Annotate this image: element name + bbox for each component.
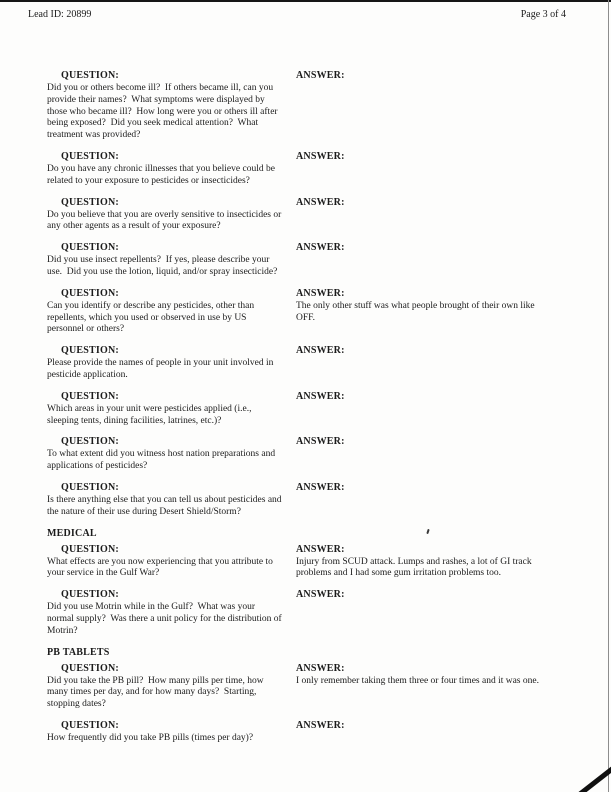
question-block <box>47 391 296 428</box>
qa-row <box>47 70 567 142</box>
qa-row <box>47 482 567 519</box>
answer-block <box>296 589 567 637</box>
question-label: QUESTION: <box>61 345 119 357</box>
answer-label: ANSWER: <box>296 589 345 601</box>
question-label: QUESTION: <box>61 481 119 493</box>
answer-text: The only other stuff was what people brought of their own like OFF. <box>296 300 537 323</box>
answer-block <box>296 482 567 519</box>
section-heading: MEDICAL <box>47 527 97 539</box>
question-text: Can you identify or describe any pesticides, other than repellents, which you used or observed in use by US personnel or others? <box>47 300 257 335</box>
answer-label: ANSWER: <box>296 662 345 674</box>
answer-label: ANSWER: <box>296 242 345 254</box>
question-text: What effects are you now experiencing that you attribute to your service in the Gulf War? <box>47 556 276 579</box>
question-label: QUESTION: <box>61 719 119 731</box>
question-label: QUESTION: <box>61 436 119 448</box>
answer-block <box>296 663 567 711</box>
qa-row <box>47 663 567 711</box>
question-label: QUESTION: <box>61 287 119 299</box>
answer-block <box>296 70 567 142</box>
answer-block <box>296 197 567 234</box>
question-block <box>47 436 296 473</box>
question-block <box>47 242 296 279</box>
answer-block <box>296 391 567 428</box>
question-label: QUESTION: <box>61 150 119 162</box>
question-block <box>47 345 296 382</box>
qa-row <box>47 391 567 428</box>
answer-block <box>296 288 567 336</box>
answer-label: ANSWER: <box>296 436 345 448</box>
qa-row <box>47 197 567 234</box>
question-text: Please provide the names of people in your unit involved in pesticide application. <box>47 358 276 380</box>
answer-block <box>296 720 567 745</box>
question-text: How frequently did you take PB pills (times per day)? <box>47 732 254 743</box>
answer-label: ANSWER: <box>296 390 345 402</box>
answer-label: ANSWER: <box>296 150 345 162</box>
answer-label: ANSWER: <box>296 196 345 208</box>
question-text: To what extent did you witness host nation preparations and applications of pesticides? <box>47 449 278 472</box>
question-text: Did you use insect repellents? If yes, please describe your use. Did you use the lotion, liquid, and/or spray insecticide? <box>47 255 278 277</box>
question-text: Is there anything else that you can tell us about pesticides and the nature of their use during Desert Shield/Storm? <box>47 494 284 517</box>
qa-row <box>47 151 567 188</box>
answer-label: ANSWER: <box>296 719 345 731</box>
question-block <box>47 151 296 188</box>
question-block <box>47 663 296 711</box>
question-text: Which areas in your unit were pesticides applied (i.e., sleeping tents, dining facilities, latrines, etc.)? <box>47 403 254 426</box>
scan-edge-top-artifact <box>0 0 611 2</box>
qa-row <box>47 242 567 279</box>
question-text: Did you use Motrin while in the Gulf? What was your normal supply? Was there a unit policy for the distribution of Motrin? <box>47 602 285 636</box>
answer-block <box>296 242 567 279</box>
qa-row <box>47 720 567 745</box>
answer-text: Injury from SCUD attack. Lumps and rashes, a lot of GI track problems and I had some gum irritation problems too. <box>296 556 534 579</box>
question-label: QUESTION: <box>61 70 119 81</box>
answer-block <box>296 544 567 581</box>
question-block <box>47 70 296 142</box>
qa-row <box>47 544 567 581</box>
answer-label: ANSWER: <box>296 481 345 493</box>
question-text: Did you take the PB pill? How many pills per time, how many times per day, and for how many days? Starting, stopping dates? <box>47 675 267 710</box>
question-block <box>47 482 296 519</box>
question-label: QUESTION: <box>61 196 119 208</box>
answer-label: ANSWER: <box>296 543 345 555</box>
answer-block <box>296 345 567 382</box>
qa-row <box>47 288 567 336</box>
scan-corner-artifact <box>576 765 611 792</box>
lead-id-text: Lead ID: 20899 <box>28 9 92 20</box>
page-header <box>28 9 566 20</box>
section-heading: PB TABLETS <box>47 646 110 658</box>
question-block <box>47 544 296 581</box>
question-label: QUESTION: <box>61 543 119 555</box>
question-label: QUESTION: <box>61 242 119 254</box>
page-number-text: Page 3 of 4 <box>520 9 566 20</box>
answer-block <box>296 151 567 188</box>
answer-label: ANSWER: <box>296 345 345 357</box>
question-block <box>47 197 296 234</box>
question-label: QUESTION: <box>61 589 119 601</box>
question-text: Do you have any chronic illnesses that you believe could be related to your exposure to pesticides or insecticides? <box>47 163 278 186</box>
answer-block <box>296 436 567 473</box>
question-block <box>47 720 296 745</box>
question-block <box>47 288 296 336</box>
question-label: QUESTION: <box>61 390 119 402</box>
qa-row <box>47 345 567 382</box>
answer-label: ANSWER: <box>296 287 345 299</box>
scan-edge-right-artifact <box>608 0 609 792</box>
answer-label: ANSWER: <box>296 70 345 81</box>
question-label: QUESTION: <box>61 662 119 674</box>
document-content <box>47 70 567 754</box>
question-block <box>47 589 296 637</box>
qa-row <box>47 589 567 637</box>
question-text: Do you believe that you are overly sensitive to insecticides or any other agents as a result of your exposure? <box>47 209 284 232</box>
qa-row <box>47 436 567 473</box>
question-text: Did you or others become ill? If others became ill, can you provide their names? What symptoms were displayed by those who became ill? How long were you or others ill after being exposed? Did you seek medical attention? What treatment was provided? <box>47 83 280 141</box>
answer-text: I only remember taking them three or four times and it was one. <box>296 675 539 686</box>
